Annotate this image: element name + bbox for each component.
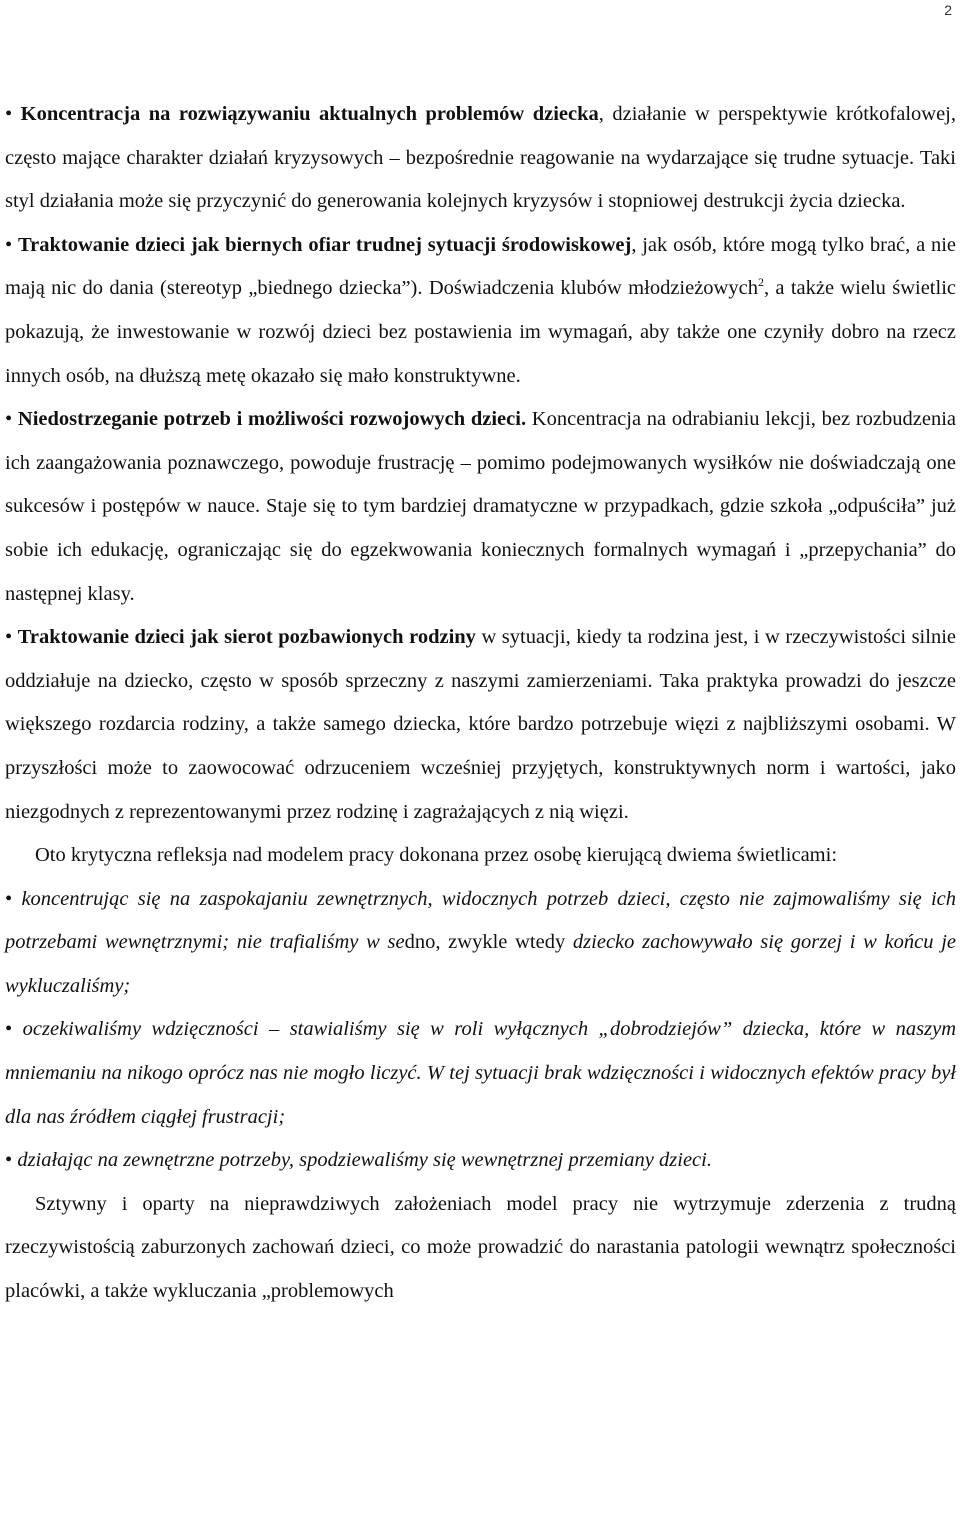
document-body [5, 93, 956, 1314]
bullet-icon: • [5, 1149, 18, 1172]
italic-run: działając na zewnętrzne potrzeby, spodziewaliśmy się wewnętrznej przemiany dzieci. [17, 1149, 712, 1172]
italic-run: dziecko zachowywało się gorzej i w końcu je wykluczaliśmy; [5, 931, 957, 997]
bullet-icon: • [5, 103, 21, 125]
text-run: , działanie w perspektywie krótkofalowej, często mające charakter działań kryzysowych – bezpośrednie reagowanie na wydarzające się trudne sytuacje. Taki styl działania może się przyczynić do generowania kolejnych kryzysów i stopniowej destrukcji życia dziecka. [5, 103, 957, 213]
text-run: Koncentracja na odrabianiu lekcji, bez rozbudzenia ich zaangażowania poznawczego, powoduje frustrację – pomimo podejmowanych wysiłków nie doświadczają one sukcesów i postępów w nauce. Staje się to tym bardziej dramatyczne w przypadkach, gdzie szkoła „odpuściła” już sobie ich edukację, ograniczając się do egzekwowania koniecznych formalnych wymagań i „przepychania” do następnej klasy. [5, 408, 956, 605]
paragraph-biernych-ofiar [5, 224, 956, 398]
paragraph-sierot [5, 616, 956, 834]
bold-run: Niedostrzeganie potrzeb i możliwości rozwojowych dzieci. [17, 408, 527, 431]
bold-run: Koncentracja na rozwiązywaniu aktualnych problemów dziecka [20, 103, 599, 125]
paragraph-koncentrujac [5, 878, 956, 1009]
italic-run: oczekiwaliśmy wdzięczności – stawialiśmy się w roli wyłącznych „dobrodziejów” dziecka, które w naszym mniemaniu na nikogo oprócz nas nie mogło liczyć. W tej sytuacji brak wdzięczności i widocznych efektów pracy był dla nas źródłem ciągłej frustracji; [5, 1018, 957, 1128]
bullet-icon: • [5, 887, 22, 910]
paragraph-dzialajac [5, 1139, 956, 1183]
footnote-marker: 2 [757, 275, 764, 290]
paragraph-niedostrzeganie [5, 398, 956, 616]
italic-run: koncentrując się na zaspokajaniu zewnętrznych, widocznych potrzeb dzieci, często nie zajmowaliśmy się ich potrzebami wewnętrznymi; nie trafialiśmy w se [5, 887, 956, 954]
page-number: 2 [944, 2, 952, 18]
bullet-icon: • [5, 626, 18, 649]
paragraph-oczekiwalismy [5, 1008, 956, 1139]
paragraph-koncentracja [5, 93, 956, 224]
bullet-icon: • [5, 233, 18, 256]
text-run: , a także wielu świetlic pokazują, że inwestowanie w rozwój dzieci bez postawienia im wymagań, aby także one czyniły dobro na rzecz innych osób, na dłuższą metę okazało się mało konstruktywne. [5, 277, 956, 387]
text-run: w sytuacji, kiedy ta rodzina jest, i w rzeczywistości silnie oddziałuje na dziecko, często w sposób sprzeczny z naszymi zamierzeniami. Taka praktyka prowadzi do jeszcze większego rozdarcia rodziny, a także samego dziecka, które bardzo potrzebuje więzi z najbliższymi osobami. W przyszłości może to zaowocować odrzuceniem wcześniej przyjętych, konstruktywnych norm i wartości, jako niezgodnych z reprezentowanymi przez rodzinę i zagrażających z nią więzi. [5, 626, 956, 823]
paragraph-refleksja-intro [5, 834, 956, 878]
text-run: , jak osób, które mogą tylko brać, a nie mają nic do dania (stereotyp „biednego dziecka”). Doświadczenia klubów młodzieżowych [5, 233, 956, 300]
paragraph-sztywny-model [5, 1183, 956, 1314]
bullet-icon: • [5, 1018, 23, 1041]
text-run: dno, zwykle wtedy [404, 931, 573, 954]
bullet-icon: • [5, 408, 18, 431]
text-run: Oto krytyczna refleksja nad modelem pracy dokonana przez osobę kierującą dwiema świetlicami: [35, 844, 838, 867]
bold-run: Traktowanie dzieci jak sierot pozbawionych rodziny [17, 626, 476, 649]
bold-run: Traktowanie dzieci jak biernych ofiar trudnej sytuacji środowiskowej [17, 233, 632, 256]
text-run: Sztywny i oparty na nieprawdziwych założeniach model pracy nie wytrzymuje zderzenia z trudną rzeczywistością zaburzonych zachowań dzieci, co może prowadzić do narastania patologii wewnątrz społeczności placówki, a także wykluczania „problemowych [5, 1192, 956, 1303]
